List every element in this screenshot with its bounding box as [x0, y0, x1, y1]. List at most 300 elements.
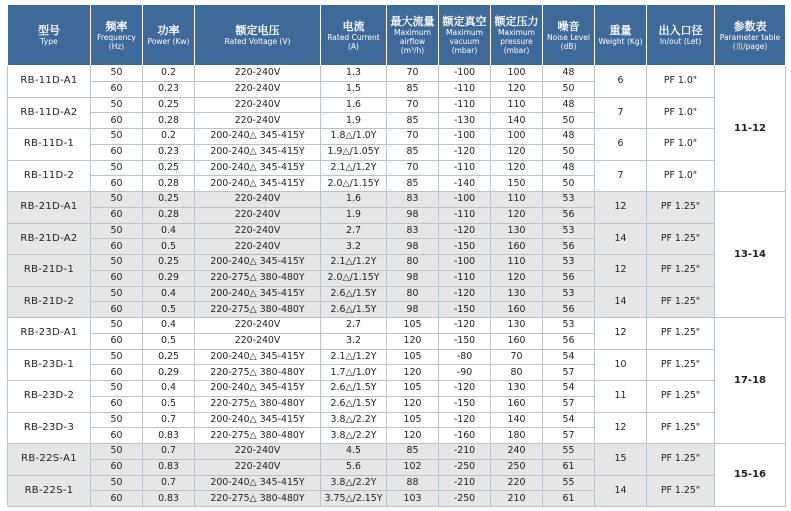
pressure-cell: 250 — [491, 459, 543, 475]
table-row — [8, 444, 786, 460]
frequency-cell: 50 — [91, 444, 143, 460]
current-cell: 2.1△/1.2Y — [321, 160, 387, 176]
voltage-cell: 200-240△ 345-415Y — [195, 160, 321, 176]
pressure-cell: 210 — [491, 491, 543, 507]
vacuum-cell: -210 — [439, 444, 491, 460]
power-cell: 0.5 — [143, 333, 195, 349]
port-cell: PF 1.25" — [647, 192, 715, 224]
current-cell: 2.1△/1.2Y — [321, 255, 387, 271]
frequency-cell: 50 — [91, 192, 143, 208]
spec-table-body — [8, 66, 786, 507]
pressure-cell: 120 — [491, 81, 543, 97]
vacuum-cell: -110 — [439, 207, 491, 223]
table-row — [8, 66, 786, 82]
airflow-cell: 70 — [387, 160, 439, 176]
noise-cell: 53 — [543, 286, 595, 302]
vacuum-cell: -150 — [439, 333, 491, 349]
table-row — [8, 129, 786, 145]
model-type-cell: RB-23D-A1 — [8, 318, 91, 350]
pressure-cell: 160 — [491, 239, 543, 255]
vacuum-cell: -250 — [439, 491, 491, 507]
header-voltage: 额定电压 Rated Voltage (V) — [195, 5, 321, 66]
voltage-cell: 220-240V — [195, 207, 321, 223]
airflow-cell: 105 — [387, 381, 439, 397]
pressure-cell: 150 — [491, 176, 543, 192]
table-row — [8, 349, 786, 365]
pressure-cell: 160 — [491, 396, 543, 412]
voltage-cell: 200-240△ 345-415Y — [195, 144, 321, 160]
vacuum-cell: -110 — [439, 270, 491, 286]
current-cell: 2.0△/1.15Y — [321, 176, 387, 192]
table-row — [8, 160, 786, 176]
voltage-cell: 220-240V — [195, 459, 321, 475]
vacuum-cell: -150 — [439, 239, 491, 255]
airflow-cell: 105 — [387, 318, 439, 334]
voltage-cell: 220-240V — [195, 239, 321, 255]
noise-cell: 48 — [543, 160, 595, 176]
model-type-cell: RB-11D-A2 — [8, 97, 91, 129]
frequency-cell: 60 — [91, 491, 143, 507]
frequency-cell: 50 — [91, 349, 143, 365]
vacuum-cell: -100 — [439, 255, 491, 271]
frequency-cell: 50 — [91, 318, 143, 334]
airflow-cell: 120 — [387, 365, 439, 381]
current-cell: 3.75△/2.15Y — [321, 491, 387, 507]
vacuum-cell: -120 — [439, 286, 491, 302]
header-port: 出入口径 In/out (Let) — [647, 5, 715, 66]
model-type-cell: RB-21D-A2 — [8, 223, 91, 255]
weight-cell: 12 — [595, 412, 647, 444]
parameter-page-cell: 15-16 — [715, 444, 786, 507]
weight-cell: 7 — [595, 97, 647, 129]
noise-cell: 53 — [543, 223, 595, 239]
current-cell: 2.6△/1.5Y — [321, 286, 387, 302]
power-cell: 0.83 — [143, 459, 195, 475]
airflow-cell: 85 — [387, 81, 439, 97]
frequency-cell: 60 — [91, 81, 143, 97]
noise-cell: 61 — [543, 459, 595, 475]
voltage-cell: 200-240△ 345-415Y — [195, 129, 321, 145]
vacuum-cell: -90 — [439, 365, 491, 381]
port-cell: PF 1.25" — [647, 286, 715, 318]
port-cell: PF 1.0" — [647, 160, 715, 192]
frequency-cell: 60 — [91, 270, 143, 286]
power-cell: 0.25 — [143, 349, 195, 365]
airflow-cell: 70 — [387, 66, 439, 82]
frequency-cell: 50 — [91, 412, 143, 428]
noise-cell: 48 — [543, 66, 595, 82]
power-cell: 0.5 — [143, 302, 195, 318]
power-cell: 0.25 — [143, 192, 195, 208]
airflow-cell: 85 — [387, 144, 439, 160]
port-cell: PF 1.0" — [647, 97, 715, 129]
voltage-cell: 200-240△ 345-415Y — [195, 381, 321, 397]
port-cell: PF 1.25" — [647, 475, 715, 507]
vacuum-cell: -250 — [439, 459, 491, 475]
pressure-cell: 160 — [491, 333, 543, 349]
table-row — [8, 412, 786, 428]
current-cell: 2.6△/1.5Y — [321, 381, 387, 397]
vacuum-cell: -110 — [439, 81, 491, 97]
current-cell: 1.5 — [321, 81, 387, 97]
current-cell: 1.3 — [321, 66, 387, 82]
power-cell: 0.28 — [143, 207, 195, 223]
airflow-cell: 85 — [387, 113, 439, 129]
current-cell: 5.6 — [321, 459, 387, 475]
vacuum-cell: -160 — [439, 428, 491, 444]
header-pressure: 额定压力 Maximum pressure (mbar) — [491, 5, 543, 66]
frequency-cell: 50 — [91, 381, 143, 397]
pressure-cell: 100 — [491, 129, 543, 145]
power-cell: 0.2 — [143, 66, 195, 82]
current-cell: 1.6 — [321, 192, 387, 208]
model-type-cell: RB-22S-1 — [8, 475, 91, 507]
voltage-cell: 200-240△ 345-415Y — [195, 286, 321, 302]
power-cell: 0.5 — [143, 239, 195, 255]
pressure-cell: 120 — [491, 160, 543, 176]
frequency-cell: 60 — [91, 176, 143, 192]
voltage-cell: 220-240V — [195, 81, 321, 97]
frequency-cell: 60 — [91, 459, 143, 475]
vacuum-cell: -150 — [439, 302, 491, 318]
airflow-cell: 70 — [387, 129, 439, 145]
pressure-cell: 120 — [491, 207, 543, 223]
noise-cell: 56 — [543, 239, 595, 255]
port-cell: PF 1.25" — [647, 349, 715, 381]
frequency-cell: 60 — [91, 144, 143, 160]
pressure-cell: 100 — [491, 66, 543, 82]
noise-cell: 57 — [543, 365, 595, 381]
header-type: 型号 Type — [8, 5, 91, 66]
frequency-cell: 50 — [91, 66, 143, 82]
pressure-cell: 110 — [491, 192, 543, 208]
header-page: 参数表 Parameter table (页/page) — [715, 5, 786, 66]
weight-cell: 14 — [595, 475, 647, 507]
weight-cell: 12 — [595, 192, 647, 224]
power-cell: 0.25 — [143, 97, 195, 113]
airflow-cell: 70 — [387, 97, 439, 113]
airflow-cell: 120 — [387, 396, 439, 412]
table-row — [8, 192, 786, 208]
noise-cell: 53 — [543, 318, 595, 334]
vacuum-cell: -110 — [439, 97, 491, 113]
vacuum-cell: -120 — [439, 144, 491, 160]
power-cell: 0.23 — [143, 144, 195, 160]
pressure-cell: 110 — [491, 97, 543, 113]
pressure-cell: 140 — [491, 113, 543, 129]
port-cell: PF 1.0" — [647, 129, 715, 161]
frequency-cell: 50 — [91, 255, 143, 271]
voltage-cell: 200-240△ 345-415Y — [195, 475, 321, 491]
voltage-cell: 220-240V — [195, 192, 321, 208]
power-cell: 0.83 — [143, 491, 195, 507]
power-cell: 0.28 — [143, 113, 195, 129]
port-cell: PF 1.25" — [647, 255, 715, 287]
power-cell: 0.29 — [143, 365, 195, 381]
power-cell: 0.7 — [143, 444, 195, 460]
airflow-cell: 83 — [387, 223, 439, 239]
frequency-cell: 50 — [91, 97, 143, 113]
noise-cell: 54 — [543, 381, 595, 397]
parameter-page-cell: 11-12 — [715, 66, 786, 192]
voltage-cell: 220-275△ 380-480Y — [195, 302, 321, 318]
frequency-cell: 60 — [91, 302, 143, 318]
voltage-cell: 220-240V — [195, 333, 321, 349]
voltage-cell: 220-275△ 380-480Y — [195, 428, 321, 444]
weight-cell: 7 — [595, 160, 647, 192]
weight-cell: 10 — [595, 349, 647, 381]
table-row — [8, 381, 786, 397]
noise-cell: 54 — [543, 412, 595, 428]
voltage-cell: 220-240V — [195, 66, 321, 82]
current-cell: 1.7△/1.0Y — [321, 365, 387, 381]
pressure-cell: 130 — [491, 381, 543, 397]
voltage-cell: 220-240V — [195, 223, 321, 239]
pressure-cell: 130 — [491, 318, 543, 334]
airflow-cell: 88 — [387, 475, 439, 491]
noise-cell: 50 — [543, 81, 595, 97]
noise-cell: 57 — [543, 396, 595, 412]
weight-cell: 15 — [595, 444, 647, 476]
voltage-cell: 200-240△ 345-415Y — [195, 255, 321, 271]
airflow-cell: 105 — [387, 349, 439, 365]
vacuum-cell: -100 — [439, 129, 491, 145]
header-current: 电流 Rated Current (A) — [321, 5, 387, 66]
pressure-cell: 70 — [491, 349, 543, 365]
model-type-cell: RB-21D-1 — [8, 255, 91, 287]
vacuum-cell: -100 — [439, 192, 491, 208]
noise-cell: 48 — [543, 129, 595, 145]
power-cell: 0.83 — [143, 428, 195, 444]
pressure-cell: 110 — [491, 255, 543, 271]
frequency-cell: 50 — [91, 223, 143, 239]
current-cell: 3.8△/2.2Y — [321, 475, 387, 491]
frequency-cell: 60 — [91, 113, 143, 129]
pressure-cell: 120 — [491, 144, 543, 160]
table-row — [8, 286, 786, 302]
power-cell: 0.29 — [143, 270, 195, 286]
airflow-cell: 83 — [387, 192, 439, 208]
airflow-cell: 103 — [387, 491, 439, 507]
power-cell: 0.25 — [143, 255, 195, 271]
current-cell: 2.6△/1.5Y — [321, 396, 387, 412]
voltage-cell: 200-240△ 345-415Y — [195, 176, 321, 192]
airflow-cell: 102 — [387, 459, 439, 475]
noise-cell: 55 — [543, 475, 595, 491]
vacuum-cell: -210 — [439, 475, 491, 491]
noise-cell: 56 — [543, 270, 595, 286]
noise-cell: 56 — [543, 302, 595, 318]
power-cell: 0.4 — [143, 223, 195, 239]
frequency-cell: 60 — [91, 239, 143, 255]
vacuum-cell: -140 — [439, 176, 491, 192]
voltage-cell: 220-240V — [195, 113, 321, 129]
noise-cell: 50 — [543, 176, 595, 192]
pressure-cell: 160 — [491, 302, 543, 318]
current-cell: 1.8△/1.0Y — [321, 129, 387, 145]
spec-table-container — [7, 4, 786, 507]
noise-cell: 50 — [543, 144, 595, 160]
frequency-cell: 60 — [91, 207, 143, 223]
airflow-cell: 120 — [387, 333, 439, 349]
current-cell: 2.7 — [321, 223, 387, 239]
frequency-cell: 50 — [91, 129, 143, 145]
pressure-cell: 80 — [491, 365, 543, 381]
current-cell: 1.9 — [321, 113, 387, 129]
current-cell: 2.7 — [321, 318, 387, 334]
header-vacuum: 额定真空 Maximum vacuum (mbar) — [439, 5, 491, 66]
current-cell: 3.8△/2.2Y — [321, 412, 387, 428]
noise-cell: 55 — [543, 444, 595, 460]
noise-cell: 53 — [543, 192, 595, 208]
pressure-cell: 240 — [491, 444, 543, 460]
current-cell: 2.6△/1.5Y — [321, 302, 387, 318]
power-cell: 0.2 — [143, 129, 195, 145]
model-type-cell: RB-23D-3 — [8, 412, 91, 444]
table-row — [8, 223, 786, 239]
voltage-cell: 220-275△ 380-480Y — [195, 365, 321, 381]
noise-cell: 56 — [543, 207, 595, 223]
frequency-cell: 60 — [91, 333, 143, 349]
current-cell: 1.9 — [321, 207, 387, 223]
voltage-cell: 200-240△ 345-415Y — [195, 412, 321, 428]
model-type-cell: RB-21D-2 — [8, 286, 91, 318]
noise-cell: 57 — [543, 428, 595, 444]
current-cell: 4.5 — [321, 444, 387, 460]
frequency-cell: 50 — [91, 286, 143, 302]
header-airflow: 最大流量 Maximum airflow (m³/h) — [387, 5, 439, 66]
voltage-cell: 220-275△ 380-480Y — [195, 396, 321, 412]
model-type-cell: RB-21D-A1 — [8, 192, 91, 224]
vacuum-cell: -150 — [439, 396, 491, 412]
header-weight: 重量 Weight (Kg) — [595, 5, 647, 66]
voltage-cell: 220-240V — [195, 97, 321, 113]
table-row — [8, 475, 786, 491]
parameter-page-cell: 17-18 — [715, 318, 786, 444]
power-cell: 0.7 — [143, 475, 195, 491]
pressure-cell: 220 — [491, 475, 543, 491]
airflow-cell: 80 — [387, 255, 439, 271]
pressure-cell: 140 — [491, 412, 543, 428]
model-type-cell: RB-22S-A1 — [8, 444, 91, 476]
voltage-cell: 220-275△ 380-480Y — [195, 270, 321, 286]
airflow-cell: 98 — [387, 207, 439, 223]
blower-spec-table — [7, 4, 786, 507]
noise-cell: 48 — [543, 97, 595, 113]
voltage-cell: 200-240△ 345-415Y — [195, 349, 321, 365]
current-cell: 2.1△/1.2Y — [321, 349, 387, 365]
power-cell: 0.4 — [143, 318, 195, 334]
frequency-cell: 60 — [91, 365, 143, 381]
current-cell: 1.6 — [321, 97, 387, 113]
vacuum-cell: -120 — [439, 318, 491, 334]
airflow-cell: 98 — [387, 239, 439, 255]
port-cell: PF 1.25" — [647, 412, 715, 444]
airflow-cell: 120 — [387, 428, 439, 444]
pressure-cell: 130 — [491, 286, 543, 302]
airflow-cell: 98 — [387, 302, 439, 318]
frequency-cell: 60 — [91, 428, 143, 444]
table-row — [8, 97, 786, 113]
header-row — [8, 5, 786, 66]
weight-cell: 12 — [595, 318, 647, 350]
power-cell: 0.4 — [143, 381, 195, 397]
vacuum-cell: -130 — [439, 113, 491, 129]
noise-cell: 54 — [543, 349, 595, 365]
port-cell: PF 1.25" — [647, 223, 715, 255]
port-cell: PF 1.25" — [647, 318, 715, 350]
current-cell: 3.2 — [321, 239, 387, 255]
model-type-cell: RB-11D-A1 — [8, 66, 91, 98]
header-frequency: 频率 Frequency (Hz) — [91, 5, 143, 66]
header-noise: 噪音 Noise Level (dB) — [543, 5, 595, 66]
power-cell: 0.25 — [143, 160, 195, 176]
noise-cell: 50 — [543, 113, 595, 129]
noise-cell: 61 — [543, 491, 595, 507]
weight-cell: 11 — [595, 381, 647, 413]
vacuum-cell: -80 — [439, 349, 491, 365]
power-cell: 0.7 — [143, 412, 195, 428]
table-row — [8, 255, 786, 271]
weight-cell: 6 — [595, 66, 647, 98]
parameter-page-cell: 13-14 — [715, 192, 786, 318]
airflow-cell: 80 — [387, 286, 439, 302]
frequency-cell: 50 — [91, 160, 143, 176]
current-cell: 3.8△/2.2Y — [321, 428, 387, 444]
voltage-cell: 220-240V — [195, 318, 321, 334]
airflow-cell: 85 — [387, 444, 439, 460]
pressure-cell: 180 — [491, 428, 543, 444]
port-cell: PF 1.0" — [647, 66, 715, 98]
model-type-cell: RB-11D-2 — [8, 160, 91, 192]
power-cell: 0.4 — [143, 286, 195, 302]
vacuum-cell: -120 — [439, 381, 491, 397]
weight-cell: 6 — [595, 129, 647, 161]
port-cell: PF 1.25" — [647, 381, 715, 413]
voltage-cell: 220-275△ 380-480Y — [195, 491, 321, 507]
voltage-cell: 220-240V — [195, 444, 321, 460]
weight-cell: 14 — [595, 286, 647, 318]
noise-cell: 56 — [543, 333, 595, 349]
power-cell: 0.23 — [143, 81, 195, 97]
vacuum-cell: -110 — [439, 160, 491, 176]
frequency-cell: 50 — [91, 475, 143, 491]
pressure-cell: 120 — [491, 270, 543, 286]
power-cell: 0.5 — [143, 396, 195, 412]
vacuum-cell: -100 — [439, 66, 491, 82]
current-cell: 2.0△/1.15Y — [321, 270, 387, 286]
weight-cell: 14 — [595, 223, 647, 255]
model-type-cell: RB-11D-1 — [8, 129, 91, 161]
table-row — [8, 318, 786, 334]
port-cell: PF 1.25" — [647, 444, 715, 476]
pressure-cell: 130 — [491, 223, 543, 239]
header-power: 功率 Power (Kw) — [143, 5, 195, 66]
frequency-cell: 60 — [91, 396, 143, 412]
airflow-cell: 98 — [387, 270, 439, 286]
model-type-cell: RB-23D-1 — [8, 349, 91, 381]
airflow-cell: 85 — [387, 176, 439, 192]
airflow-cell: 105 — [387, 412, 439, 428]
vacuum-cell: -120 — [439, 223, 491, 239]
model-type-cell: RB-23D-2 — [8, 381, 91, 413]
weight-cell: 12 — [595, 255, 647, 287]
current-cell: 3.2 — [321, 333, 387, 349]
power-cell: 0.28 — [143, 176, 195, 192]
current-cell: 1.9△/1.05Y — [321, 144, 387, 160]
vacuum-cell: -120 — [439, 412, 491, 428]
noise-cell: 53 — [543, 255, 595, 271]
